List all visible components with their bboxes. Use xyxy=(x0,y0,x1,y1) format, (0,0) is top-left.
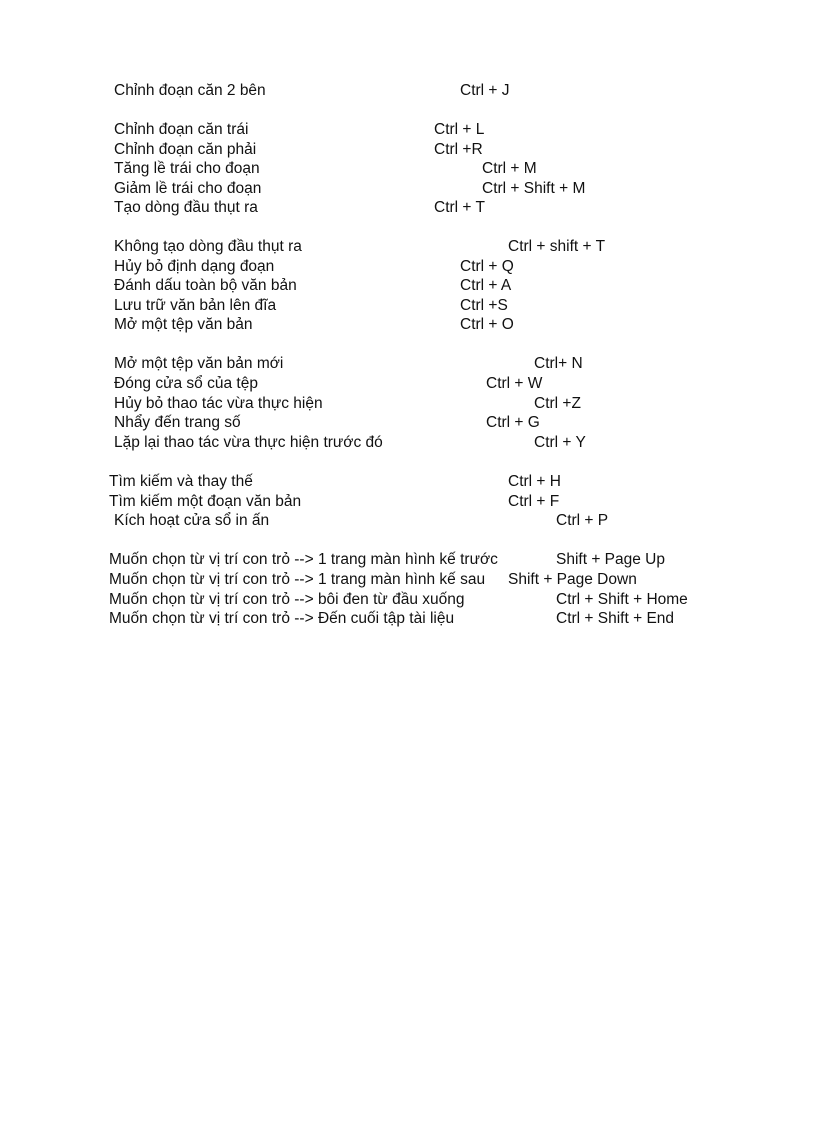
key-combo: Ctrl + W xyxy=(486,375,543,392)
action-label: Muốn chọn từ vị trí con trỏ --> Đến cuối tập tài liệu xyxy=(109,610,455,627)
action-label: Lặp lại thao tác vừa thực hiện trước đó xyxy=(114,434,383,451)
key-combo: Shift + Page Down xyxy=(508,571,637,588)
key-combo: Ctrl + G xyxy=(486,414,540,431)
action-label: Kích hoạt cửa sổ in ấn xyxy=(114,512,270,529)
key-combo: Ctrl + H xyxy=(508,473,561,490)
key-combo: Ctrl + P xyxy=(556,512,609,529)
action-label: Lưu trữ văn bản lên đĩa xyxy=(114,297,277,314)
key-combo: Ctrl + shift + T xyxy=(508,238,606,255)
action-label: Hủy bỏ thao tác vừa thực hiện xyxy=(114,395,323,412)
action-label: Chỉnh đoạn căn phải xyxy=(114,141,257,158)
action-label: Tăng lề trái cho đoạn xyxy=(114,160,260,177)
action-label: Đóng cửa sổ của tệp xyxy=(114,375,258,392)
key-combo: Ctrl + Shift + M xyxy=(482,180,586,197)
action-label: Muốn chọn từ vị trí con trỏ --> 1 trang màn hình kế trước xyxy=(109,551,498,568)
action-label: Không tạo dòng đầu thụt ra xyxy=(114,238,302,255)
action-label: Hủy bỏ định dạng đoạn xyxy=(114,258,275,275)
key-combo: Ctrl + J xyxy=(460,82,510,99)
action-label: Giảm lề trái cho đoạn xyxy=(114,180,262,197)
key-combo: Ctrl + Shift + Home xyxy=(556,591,688,608)
key-combo: Ctrl +Z xyxy=(534,395,581,412)
action-label: Tìm kiếm và thay thế xyxy=(109,473,253,490)
action-label: Chỉnh đoạn căn 2 bên xyxy=(114,82,266,99)
action-label: Tìm kiếm một đoạn văn bản xyxy=(109,493,302,510)
key-combo: Ctrl + T xyxy=(434,199,485,216)
key-combo: Ctrl + A xyxy=(460,277,512,294)
action-label: Nhẩy đến trang số xyxy=(114,414,241,431)
key-combo: Shift + Page Up xyxy=(556,551,665,568)
key-combo: Ctrl + F xyxy=(508,493,560,510)
key-combo: Ctrl + Q xyxy=(460,258,514,275)
action-label: Mở một tệp văn bản xyxy=(114,316,253,333)
key-combo: Ctrl +S xyxy=(460,297,508,314)
key-combo: Ctrl +R xyxy=(434,141,483,158)
action-label: Đánh dấu toàn bộ văn bản xyxy=(114,277,297,294)
action-label: Chỉnh đoạn căn trái xyxy=(114,121,249,138)
action-label: Muốn chọn từ vị trí con trỏ --> 1 trang màn hình kế sau xyxy=(109,571,486,588)
key-combo: Ctrl + Shift + End xyxy=(556,610,675,627)
action-label: Muốn chọn từ vị trí con trỏ --> bôi đen từ đầu xuống xyxy=(109,591,465,608)
key-combo: Ctrl+ N xyxy=(534,355,583,372)
action-label: Mở một tệp văn bản mới xyxy=(114,355,284,372)
key-combo: Ctrl + O xyxy=(460,316,514,333)
key-combo: Ctrl + L xyxy=(434,121,485,138)
action-label: Tạo dòng đầu thụt ra xyxy=(114,199,258,216)
key-combo: Ctrl + Y xyxy=(534,434,586,451)
key-combo: Ctrl + M xyxy=(482,160,537,177)
